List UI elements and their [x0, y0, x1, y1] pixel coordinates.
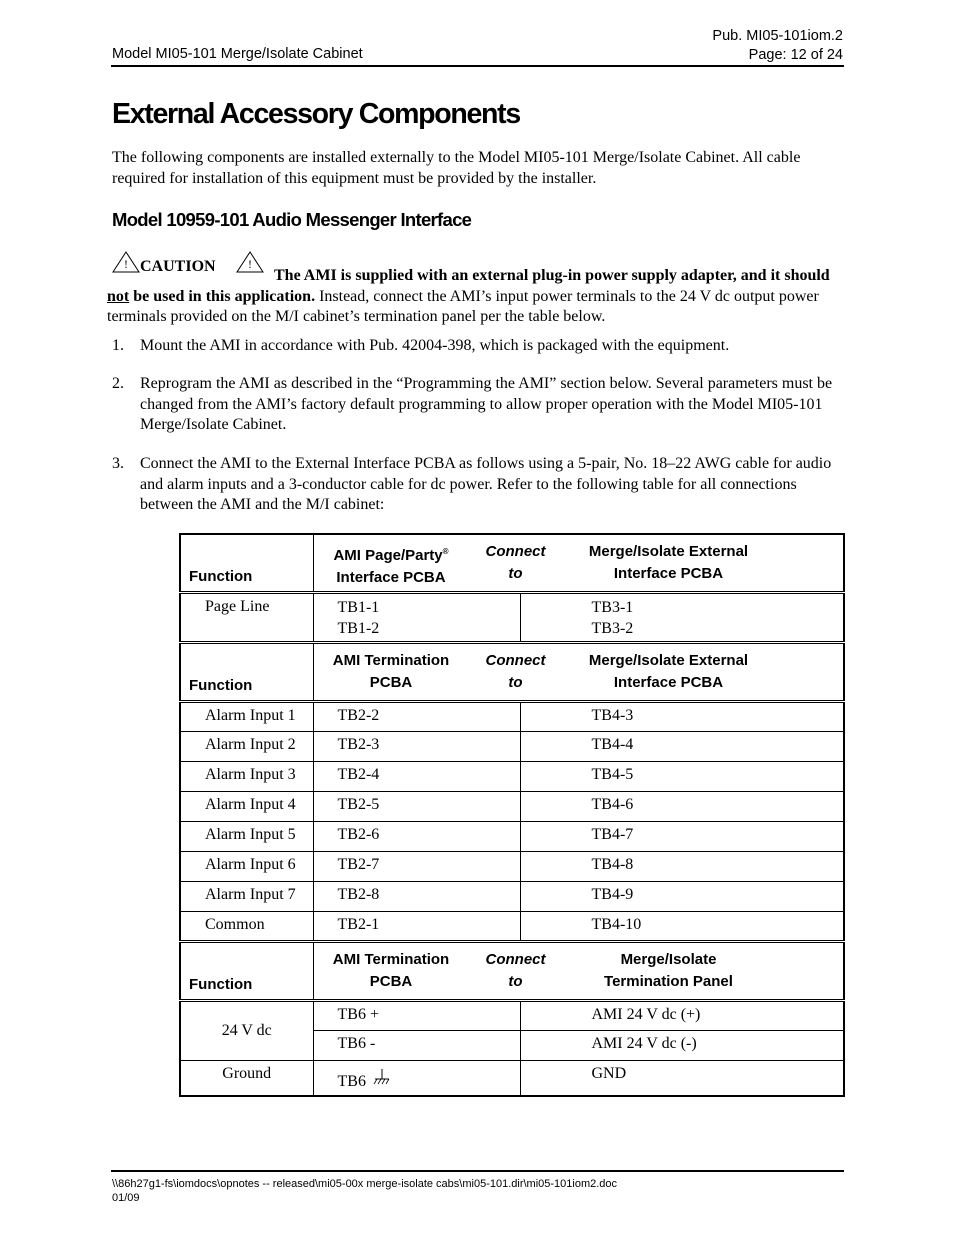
- caution-label: CAUTION: [140, 258, 216, 275]
- cell-function: Page Line: [180, 593, 313, 643]
- table-row: [180, 593, 844, 643]
- step-text: Connect the AMI to the External Interface PCBA as follows using a 5-pair, No. 18–22 AWG cable for audio and alarm inputs and a 3-conductor cable for dc power. Refer to the following table for all connections between the AMI and the M/I cabinet:: [140, 455, 832, 513]
- cell-function: Alarm Input 4: [180, 792, 313, 822]
- cell-mi: TB4-3: [520, 702, 844, 732]
- svg-text:!: !: [124, 257, 128, 271]
- step-number: 3.: [112, 455, 124, 472]
- cell-mi: TB4-5: [520, 762, 844, 792]
- cell-function: 24 V dc: [180, 1001, 313, 1061]
- col-header-function: Function: [180, 942, 313, 1001]
- cell-function: Alarm Input 7: [180, 882, 313, 912]
- footer-path: \\86h27g1-fs\iomdocs\opnotes -- released\mi05-00x merge-isolate cabs\mi05-101.dir\mi05-101iom2.doc: [112, 1178, 618, 1190]
- table-row: [180, 852, 844, 882]
- cell-ami: TB6 -: [313, 1031, 520, 1061]
- caution-paragraph: [107, 266, 847, 328]
- cell-ami: TB2-6: [313, 822, 520, 852]
- table-row: [180, 822, 844, 852]
- table-header-row: [180, 534, 844, 593]
- table-row: [180, 882, 844, 912]
- cell-ami: TB1-1 TB1-2: [313, 593, 520, 643]
- step-text: Reprogram the AMI as described in the “Programming the AMI” section below. Several parameters must be changed from the AMI’s factory default programming to allow proper operation with the Model MI05-101 Merge/Isolate Cabinet.: [140, 375, 833, 433]
- col-header-function: Function: [180, 643, 313, 702]
- col-header-mi: Merge/Isolate External Interface PCBA: [588, 652, 749, 691]
- cell-function: Alarm Input 1: [180, 702, 313, 732]
- cell-ami: TB2-7: [313, 852, 520, 882]
- cell-mi: TB4-4: [520, 732, 844, 762]
- col-header-ami: AMI Page/Party® Interface PCBA: [333, 547, 449, 586]
- cell-mi: TB4-6: [520, 792, 844, 822]
- cell-ami: TB2-1: [313, 912, 520, 942]
- col-header-function: Function: [180, 534, 313, 593]
- ground-icon: [372, 1069, 390, 1087]
- step-text: Mount the AMI in accordance with Pub. 42004-398, which is packaged with the equipment.: [140, 337, 730, 354]
- table-row: [180, 1061, 844, 1096]
- cell-ami: TB2-5: [313, 792, 520, 822]
- table-row: [180, 702, 844, 732]
- cell-function: Alarm Input 2: [180, 732, 313, 762]
- cell-mi: TB4-10: [520, 912, 844, 942]
- footer: [112, 1177, 617, 1205]
- cell-mi: AMI 24 V dc (+): [520, 1001, 844, 1031]
- col-header-mi: Merge/Isolate Termination Panel: [604, 951, 733, 990]
- footer-date: 01/09: [112, 1192, 140, 1204]
- table-header-cell: [313, 643, 844, 702]
- cell-ami: TB2-3: [313, 732, 520, 762]
- header-pub-info: [712, 27, 843, 65]
- caution-rest: Instead, connect the AMI’s input power terminals to the 24 V dc output power terminals provided on the M/I cabinet’s termination panel per the table below.: [107, 287, 819, 325]
- table-row: [180, 732, 844, 762]
- caution-not: not: [107, 287, 130, 305]
- page-title: External Accessory Components: [112, 98, 520, 130]
- cell-function: Alarm Input 6: [180, 852, 313, 882]
- cell-ami: TB2-2: [313, 702, 520, 732]
- cell-function: Alarm Input 3: [180, 762, 313, 792]
- col-header-connect: Connect to: [485, 652, 546, 691]
- cell-mi: GND: [520, 1061, 844, 1096]
- svg-text:!: !: [247, 257, 252, 271]
- col-header-ami: AMI Termination PCBA: [332, 652, 450, 691]
- cell-ami: TB2-4: [313, 762, 520, 792]
- table-header-cell: [313, 534, 844, 593]
- cell-function: Ground: [180, 1061, 313, 1096]
- footer-rule: [111, 1170, 844, 1172]
- table-row: [180, 912, 844, 942]
- cell-mi: TB4-9: [520, 882, 844, 912]
- step-number: 1.: [112, 337, 124, 354]
- header-pub: Pub. MI05-101iom.2: [712, 28, 843, 44]
- cell-ami: TB6: [313, 1061, 520, 1096]
- connection-table: [179, 533, 845, 1097]
- table-header-row: [180, 643, 844, 702]
- cell-ami: TB2-8: [313, 882, 520, 912]
- intro-paragraph: The following components are installed externally to the Model MI05-101 Merge/Isolate Cabinet. All cable required for installation of this equipment must be provided by the installer.: [112, 149, 801, 187]
- header-rule: [111, 65, 844, 67]
- caution-bold-2: be used in this application.: [129, 287, 316, 305]
- col-header-ami: AMI Termination PCBA: [332, 951, 450, 990]
- section-title: Model 10959-101 Audio Messenger Interface: [112, 209, 472, 230]
- table-header-row: [180, 942, 844, 1001]
- table-header-cell: [313, 942, 844, 1001]
- list-item: [112, 454, 842, 516]
- table-row: [180, 792, 844, 822]
- cell-mi: TB4-8: [520, 852, 844, 882]
- cell-function: Common: [180, 912, 313, 942]
- header-model: Model MI05-101 Merge/Isolate Cabinet: [112, 46, 363, 62]
- step-number: 2.: [112, 375, 124, 392]
- col-header-connect: Connect to: [485, 543, 546, 582]
- caution-bold-1: The AMI is supplied with an external plug-in power supply adapter, and it should: [274, 267, 830, 284]
- table-row: [180, 1001, 844, 1031]
- cell-mi: TB4-7: [520, 822, 844, 852]
- col-header-mi: Merge/Isolate External Interface PCBA: [588, 543, 749, 582]
- table-row: [180, 762, 844, 792]
- cell-mi: TB3-1 TB3-2: [520, 593, 844, 643]
- header-page: Page: 12 of 24: [748, 47, 843, 63]
- list-item: [112, 336, 842, 357]
- list-item: [112, 374, 842, 436]
- col-header-connect: Connect to: [485, 951, 546, 990]
- cell-mi: AMI 24 V dc (-): [520, 1031, 844, 1061]
- cell-function: Alarm Input 5: [180, 822, 313, 852]
- cell-ami: TB6 +: [313, 1001, 520, 1031]
